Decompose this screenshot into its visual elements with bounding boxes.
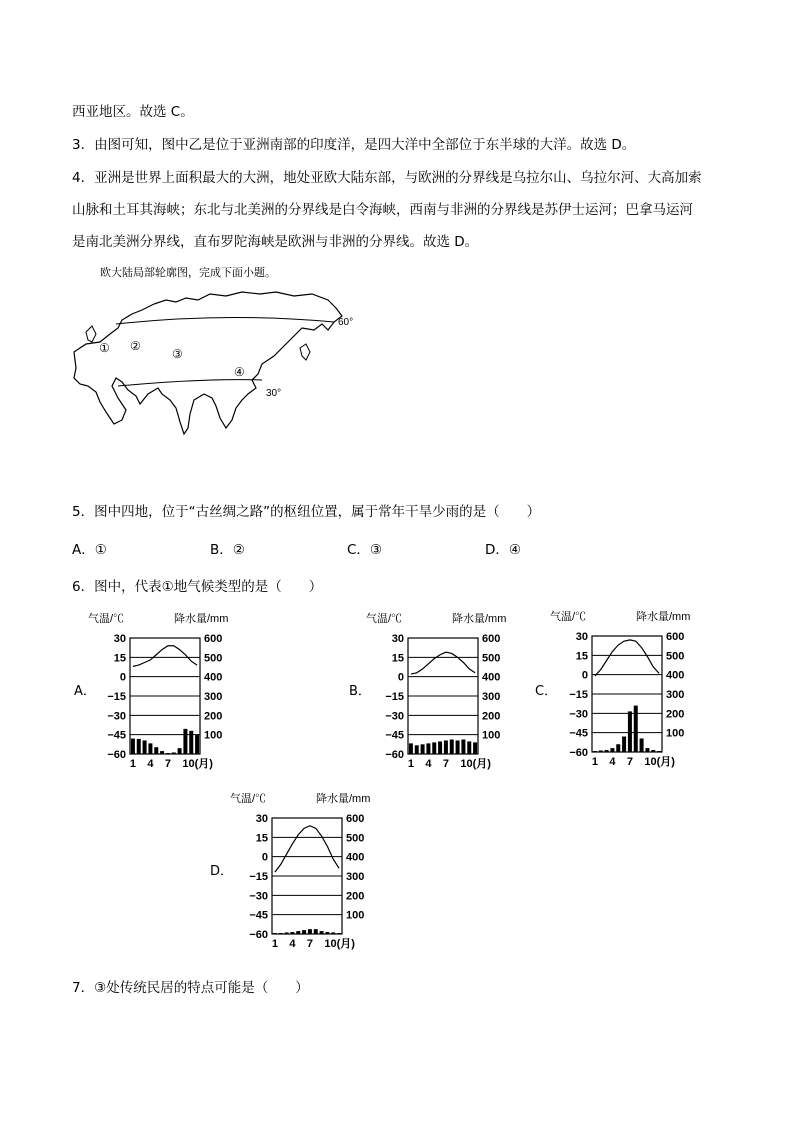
- precip-tick-label: 200: [666, 708, 685, 721]
- precip-bar: [178, 748, 182, 754]
- month-tick-label: 10(月): [644, 756, 675, 768]
- temp-tick-label: −60: [107, 749, 126, 761]
- britain-island: [86, 326, 96, 342]
- month-tick-label: 4: [425, 758, 432, 770]
- precip-axis-title: 降水量/mm: [636, 611, 691, 623]
- precip-bar: [279, 933, 283, 934]
- precip-axis-title: 降水量/mm: [316, 793, 371, 805]
- temp-tick-label: −15: [249, 871, 268, 883]
- month-tick-label: 1: [129, 758, 137, 770]
- q6-option-b-label[interactable]: B．: [349, 684, 371, 699]
- precip-bar: [645, 748, 649, 752]
- precip-bar: [337, 933, 341, 934]
- eurasia-coastline: [74, 292, 342, 434]
- temp-tick-label: −60: [385, 749, 404, 761]
- precip-tick-label: 400: [482, 671, 501, 684]
- precip-bar: [438, 741, 442, 754]
- temperature-curve: [595, 640, 659, 676]
- temp-tick-label: −30: [249, 890, 268, 903]
- precip-tick-label: 100: [204, 729, 223, 742]
- month-tick-label: 7: [442, 758, 450, 770]
- precip-bar: [183, 729, 187, 754]
- map-marker-1: ①: [99, 341, 110, 355]
- month-tick-label: 4: [147, 758, 154, 770]
- precip-tick-label: 300: [204, 691, 223, 703]
- precip-tick-label: 500: [346, 832, 365, 845]
- climograph-b: [364, 608, 524, 770]
- precip-bar: [172, 752, 176, 754]
- temp-tick-label: −15: [107, 691, 126, 703]
- temp-tick-label: −30: [569, 708, 588, 721]
- precip-bar: [651, 750, 655, 752]
- q5-stem: 5．图中四地，位于“古丝绸之路”的枢纽位置，属于常年干旱少雨的是（ ）: [72, 504, 541, 520]
- month-tick-label: 7: [626, 756, 634, 768]
- month-tick-label: 1: [407, 758, 415, 770]
- precip-tick-label: 500: [666, 650, 685, 663]
- q5-option-d[interactable]: D．④: [485, 542, 521, 558]
- temp-tick-label: 30: [113, 633, 126, 645]
- latitude-line-30: [118, 380, 262, 386]
- precip-tick-label: 200: [482, 710, 501, 723]
- precip-bar: [616, 744, 620, 752]
- q5-option-a[interactable]: A．①: [72, 542, 107, 558]
- month-tick-label: 1: [591, 756, 599, 768]
- precip-tick-label: 400: [204, 671, 223, 684]
- precip-bar: [166, 753, 170, 754]
- precip-bar: [593, 751, 597, 752]
- precip-bar: [148, 743, 152, 754]
- precip-bar: [296, 931, 300, 934]
- precip-bar: [461, 740, 465, 755]
- precip-bar: [143, 740, 147, 754]
- month-tick-label: 10(月): [460, 758, 491, 770]
- precip-bar: [154, 747, 158, 754]
- precip-bar: [610, 748, 614, 752]
- precip-bar: [634, 706, 638, 752]
- temp-axis-title: 气温/℃: [88, 613, 125, 625]
- precip-bar: [628, 711, 632, 752]
- precip-bar: [320, 931, 324, 934]
- month-tick-label: 10(月): [182, 758, 213, 770]
- precip-bar: [189, 731, 193, 754]
- temperature-curve: [275, 826, 339, 872]
- precip-bar: [131, 739, 135, 754]
- precip-tick-label: 200: [204, 710, 223, 723]
- q5-option-b[interactable]: B．②: [210, 542, 245, 558]
- precip-bar: [195, 735, 199, 754]
- precip-bar: [290, 932, 294, 934]
- temp-tick-label: 0: [119, 671, 126, 684]
- temp-tick-label: 15: [575, 650, 588, 663]
- precip-bar: [308, 929, 312, 934]
- precip-bar: [160, 751, 164, 754]
- temperature-curve: [411, 652, 475, 674]
- precip-bar: [331, 932, 335, 934]
- precip-bar: [325, 932, 329, 934]
- temp-tick-label: −60: [249, 929, 268, 941]
- climograph-a: [86, 608, 246, 770]
- q7-stem: 7．③处传统民居的特点可能是（ ）: [72, 980, 309, 996]
- precip-tick-label: 600: [482, 633, 501, 645]
- q5-option-c[interactable]: C．③: [347, 542, 383, 558]
- temp-tick-label: 0: [581, 669, 588, 682]
- precip-tick-label: 500: [204, 652, 223, 665]
- month-tick-label: 10(月): [324, 938, 355, 950]
- precip-bar: [450, 740, 454, 755]
- q6-option-a-label[interactable]: A．: [74, 684, 96, 699]
- temp-tick-label: 15: [255, 832, 268, 845]
- temp-tick-label: −45: [249, 909, 268, 922]
- temp-tick-label: −45: [107, 729, 126, 742]
- precip-bar: [456, 740, 460, 754]
- japan-island: [300, 344, 310, 360]
- temperature-curve: [133, 646, 197, 667]
- climograph-c: [548, 606, 708, 768]
- precip-bar: [302, 930, 306, 934]
- temp-axis-title: 气温/℃: [366, 613, 403, 625]
- temp-tick-label: 30: [575, 631, 588, 643]
- precip-bar: [421, 744, 425, 754]
- precip-bar: [640, 738, 644, 752]
- precip-bar: [622, 737, 626, 752]
- temp-tick-label: 15: [113, 652, 126, 665]
- temp-tick-label: −15: [385, 691, 404, 703]
- month-tick-label: 1: [271, 938, 279, 950]
- temp-tick-label: 30: [391, 633, 404, 645]
- map-marker-4: ④: [234, 365, 245, 379]
- latitude-line-60: [116, 317, 334, 324]
- precip-tick-label: 300: [666, 689, 685, 701]
- text-line-4: 山脉和土耳其海峡；东北与北美洲的分界线是白令海峡，西南与非洲的分界线是苏伊士运河；巴拿马运河: [72, 202, 693, 218]
- precip-tick-label: 200: [346, 890, 365, 903]
- month-tick-label: 4: [289, 938, 296, 950]
- precip-tick-label: 600: [346, 813, 365, 825]
- lat-30-label: 30°: [266, 388, 282, 399]
- map-caption: 欧大陆局部轮廓图，完成下面小题。: [100, 266, 276, 279]
- month-tick-label: 7: [306, 938, 314, 950]
- q6-option-c-label[interactable]: C．: [535, 684, 558, 699]
- precip-tick-label: 300: [482, 691, 501, 703]
- precip-bar: [409, 743, 413, 754]
- text-line-1: 西亚地区。故选 C。: [72, 104, 194, 120]
- precip-tick-label: 100: [346, 909, 365, 922]
- precip-bar: [432, 742, 436, 754]
- precip-bar: [137, 739, 141, 754]
- month-tick-label: 7: [164, 758, 172, 770]
- precip-tick-label: 600: [204, 633, 223, 645]
- q6-stem: 6．图中，代表①地气候类型的是（ ）: [72, 579, 323, 595]
- precip-tick-label: 100: [482, 729, 501, 742]
- climograph-d: [228, 788, 388, 950]
- precip-tick-label: 300: [346, 871, 365, 883]
- map-marker-3: ③: [172, 347, 183, 361]
- month-tick-label: 4: [609, 756, 616, 768]
- precip-bar: [605, 750, 609, 752]
- temp-tick-label: −60: [569, 747, 588, 759]
- precip-bar: [415, 745, 419, 754]
- precip-bar: [473, 742, 477, 754]
- temp-tick-label: 0: [261, 851, 268, 864]
- eurasia-outline-map: [66, 282, 376, 442]
- precip-tick-label: 400: [346, 851, 365, 864]
- precip-bar: [285, 932, 289, 934]
- precip-axis-title: 降水量/mm: [174, 613, 229, 625]
- precip-bar: [657, 751, 661, 752]
- q6-option-d-label[interactable]: D．: [210, 864, 234, 879]
- precip-axis-title: 降水量/mm: [452, 613, 507, 625]
- lat-60-label: 60°: [338, 317, 354, 328]
- precip-tick-label: 100: [666, 727, 685, 740]
- temp-tick-label: −30: [107, 710, 126, 723]
- temp-axis-title: 气温/℃: [550, 611, 587, 623]
- temp-tick-label: −30: [385, 710, 404, 723]
- text-line-2: 3．由图可知，图中乙是位于亚洲南部的印度洋，是四大洋中全部位于东半球的大洋。故选 D。: [72, 137, 636, 153]
- precip-tick-label: 500: [482, 652, 501, 665]
- precip-bar: [467, 741, 471, 754]
- temp-tick-label: −15: [569, 689, 588, 701]
- map-marker-2: ②: [130, 339, 141, 353]
- precip-bar: [426, 743, 430, 754]
- precip-tick-label: 600: [666, 631, 685, 643]
- text-line-3: 4．亚洲是世界上面积最大的大洲，地处亚欧大陆东部，与欧洲的分界线是乌拉尔山、乌拉尔河、大高加索: [72, 170, 702, 186]
- precip-bar: [599, 750, 603, 752]
- temp-tick-label: −45: [569, 727, 588, 740]
- temp-axis-title: 气温/℃: [230, 793, 267, 805]
- precip-bar: [273, 933, 277, 934]
- temp-tick-label: 30: [255, 813, 268, 825]
- precip-bar: [314, 929, 318, 934]
- temp-tick-label: 15: [391, 652, 404, 665]
- precip-tick-label: 400: [666, 669, 685, 682]
- text-line-5: 是南北美洲分界线，直布罗陀海峡是欧洲与非洲的分界线。故选 D。: [72, 234, 479, 250]
- temp-tick-label: 0: [397, 671, 404, 684]
- temp-tick-label: −45: [385, 729, 404, 742]
- precip-bar: [444, 740, 448, 754]
